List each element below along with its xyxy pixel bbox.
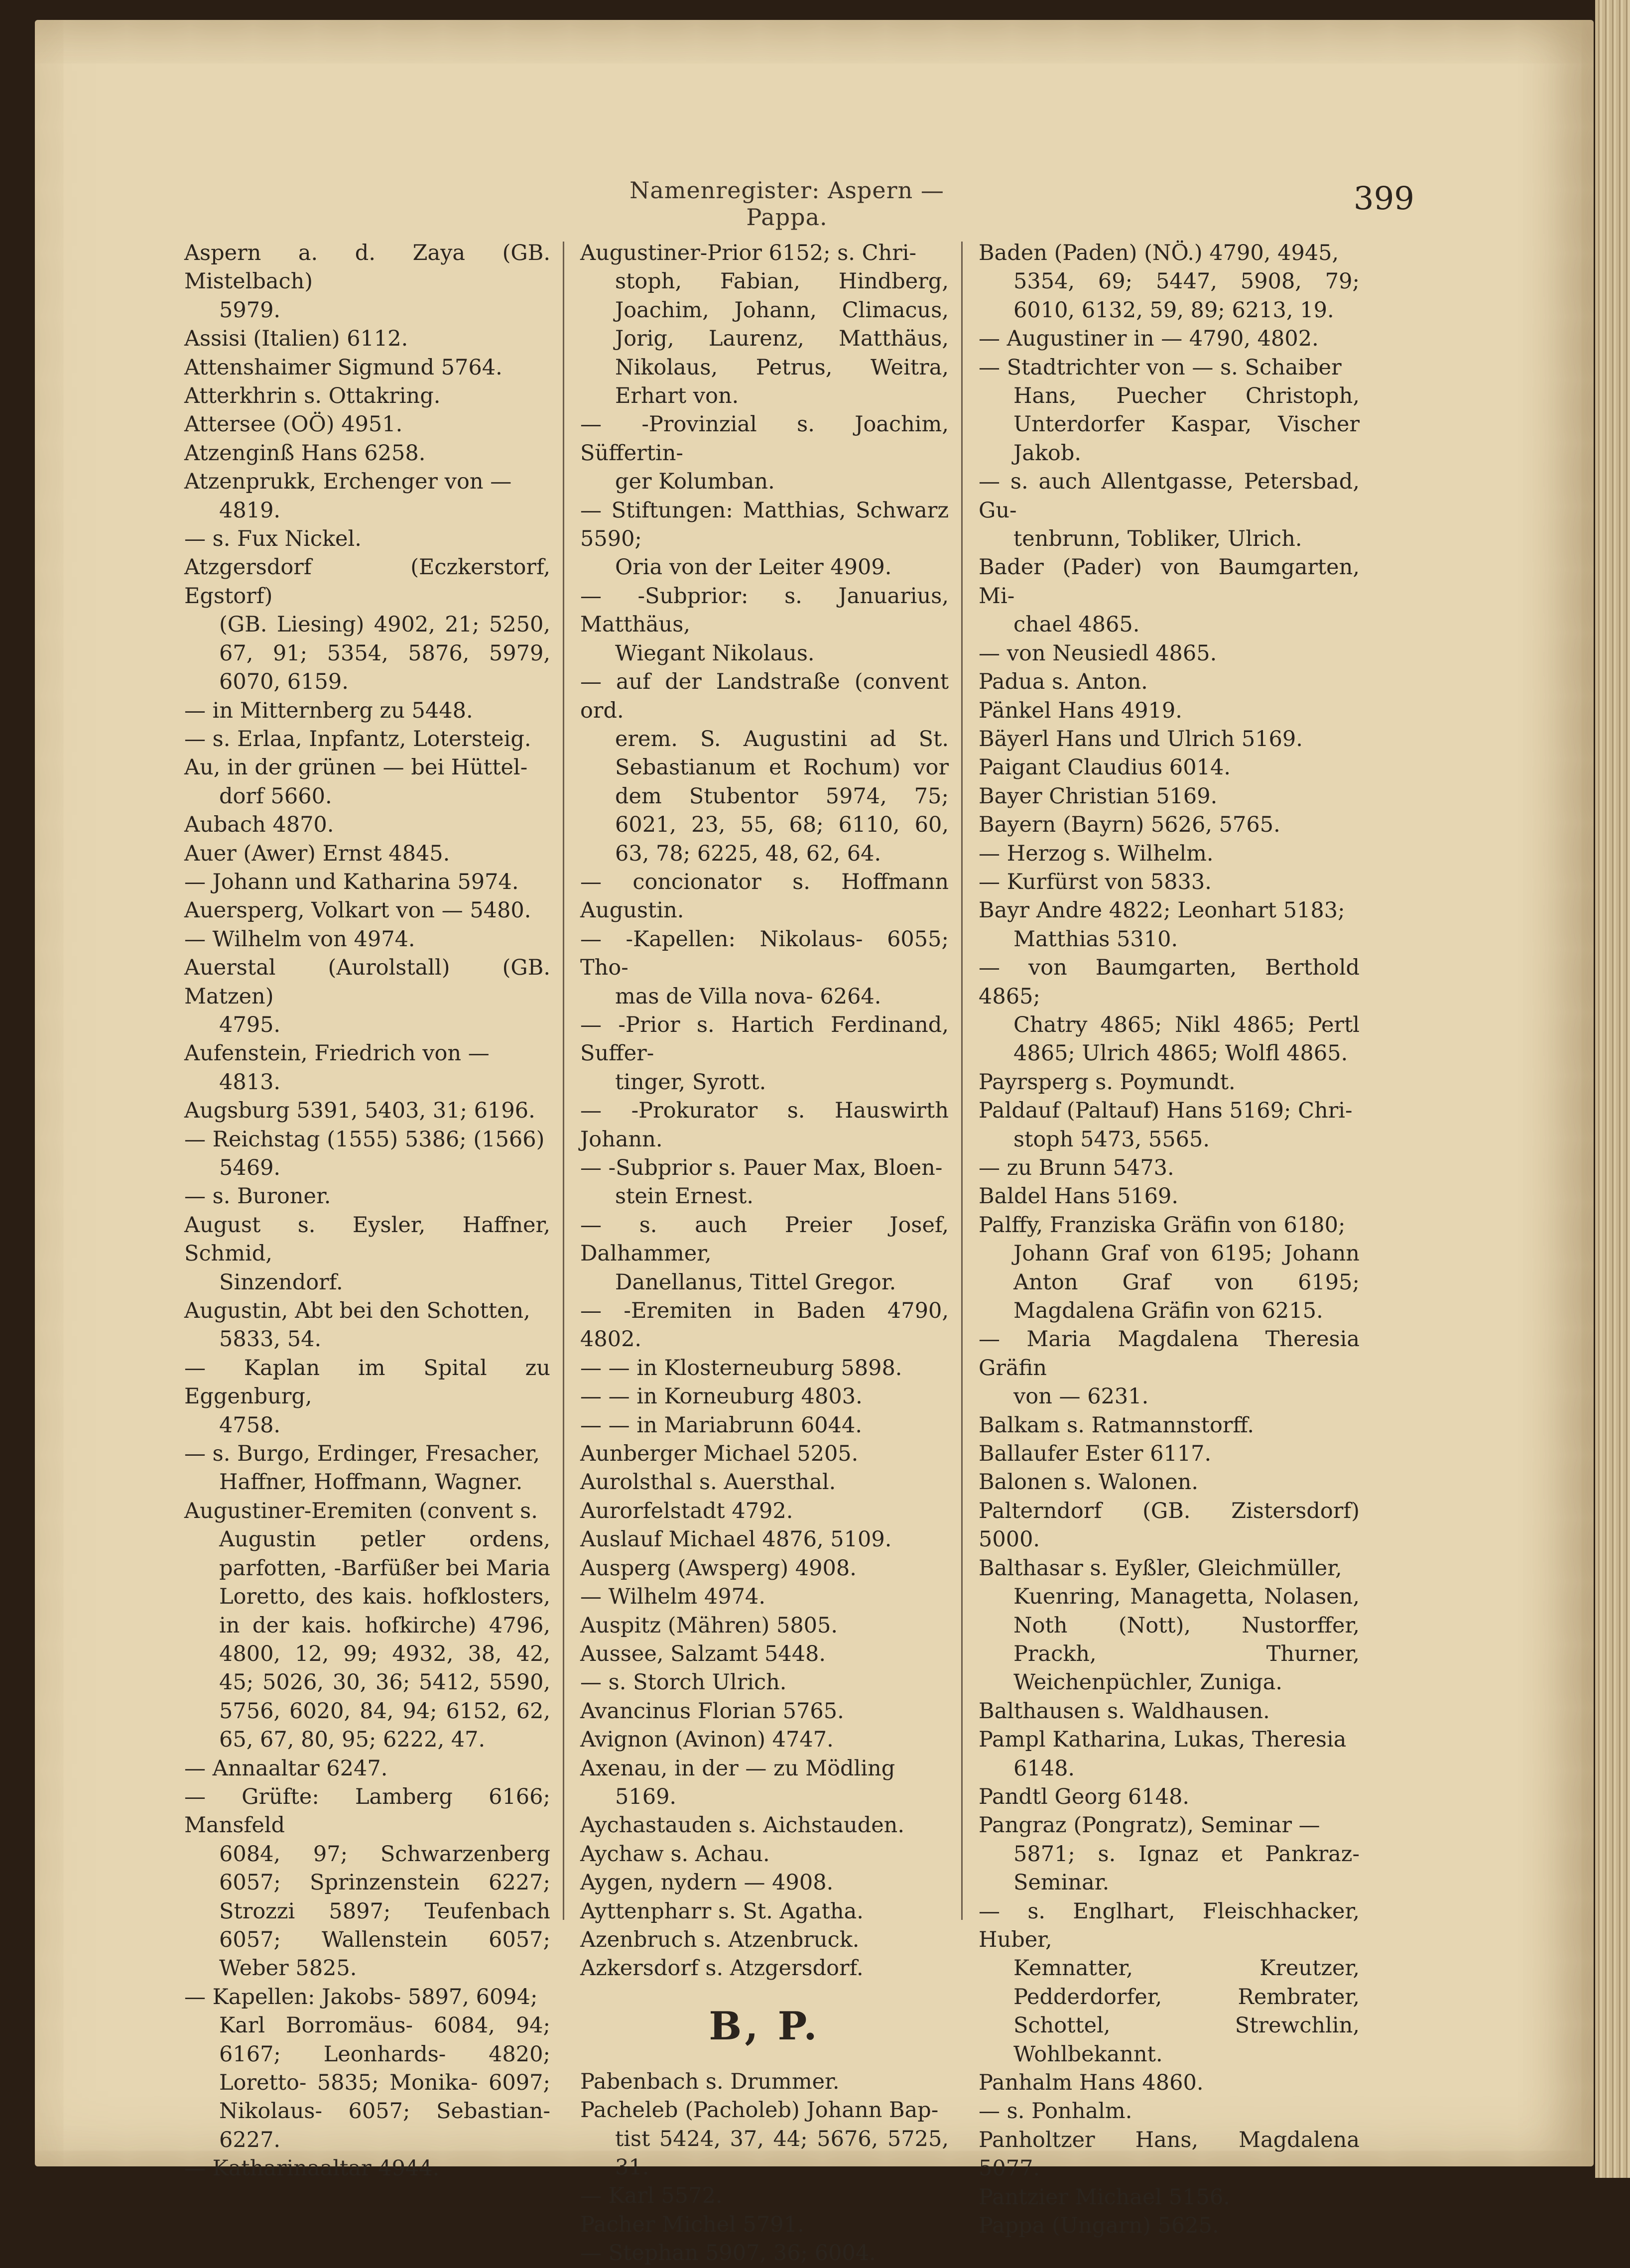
index-entry <box>979 954 1360 1068</box>
entry-text: — Stadtrichter von — s. Schaiber <box>979 355 1342 380</box>
entry-text: Azkersdorf s. Atzgersdorf. <box>580 1956 864 1981</box>
index-entry <box>580 1383 949 1411</box>
index-entry <box>979 697 1360 725</box>
entry-continuation: 5169. <box>615 1784 677 1809</box>
index-entry <box>979 811 1360 839</box>
index-entry <box>979 1897 1360 2069</box>
index-entry <box>184 1126 550 1183</box>
index-entry <box>184 382 550 410</box>
entry-text: — s. Fux Nickel. <box>184 526 362 552</box>
index-entry <box>979 1154 1360 1182</box>
entry-continuation: 4813. <box>219 1069 281 1095</box>
entry-continuation: (GB. Liesing) 4902, 21; 5250, 67, 91; 5354, 5876, 5979, 6070, 6159. <box>219 612 550 695</box>
entry-text: — Kapellen: Jakobs- 5897, 6094; <box>184 1984 538 2010</box>
column-rule <box>961 242 963 1920</box>
index-entry <box>580 1640 949 1668</box>
entry-text: — s. Storch Ulrich. <box>580 1670 787 1695</box>
index-entry <box>580 1726 949 1754</box>
section-heading: B, P. <box>709 2003 820 2049</box>
entry-text: Balkam s. Ratmannstorff. <box>979 1412 1254 1438</box>
index-entry <box>580 1211 949 1297</box>
index-entry <box>580 1525 949 1554</box>
index-entry <box>580 1668 949 1697</box>
index-entry <box>580 1154 949 1211</box>
index-entry <box>184 1211 550 1297</box>
index-entry <box>184 1497 550 1755</box>
index-entry <box>580 668 949 868</box>
index-entry <box>979 1411 1360 1440</box>
index-entry <box>184 1983 550 2154</box>
entry-continuation: dorf 5660. <box>219 783 332 809</box>
entry-text: Bayer Christian 5169. <box>979 783 1218 809</box>
entry-text: — in Mitternberg zu 5448. <box>184 698 473 723</box>
entry-continuation: 5979. <box>219 297 281 323</box>
index-entry <box>979 2126 1360 2183</box>
entry-continuation: Haffner, Hoffmann, Wagner. <box>219 1470 523 1495</box>
entry-continuation: tenbrunn, Tobliker, Ulrich. <box>1013 526 1302 552</box>
index-entry <box>979 1726 1360 1783</box>
entry-continuation: Johann Graf von 6195; Johann Anton Graf von 6195; Magdalena Gräfin von 6215. <box>1013 1241 1360 1324</box>
index-entry <box>580 497 949 582</box>
index-entry <box>184 468 550 525</box>
entry-continuation: 6084, 97; Schwarzenberg 6057; Sprinzenstein 6227; Strozzi 5897; Teufenbach 6057; Wallenstein 6057; Weber 5825. <box>219 1841 550 1981</box>
index-entry <box>580 1411 949 1440</box>
entry-text: — s. Englhart, Fleischhacker, Huber, <box>979 1898 1360 1952</box>
entry-text: Bayern (Bayrn) 5626, 5765. <box>979 812 1280 838</box>
entry-text: — — in Korneuburg 4803. <box>580 1384 863 1409</box>
entry-text: Aufenstein, Friedrich von — <box>184 1041 490 1066</box>
entry-text: Bader (Pader) von Baumgarten, Mi- <box>979 555 1360 609</box>
index-entry <box>979 868 1360 896</box>
entry-text: — — in Klosterneuburg 5898. <box>580 1355 902 1381</box>
index-entry <box>580 1554 949 1583</box>
entry-text: Pampl Katharina, Lukas, Theresia <box>979 1727 1347 1753</box>
index-entry <box>979 639 1360 668</box>
entry-text: — -Prokurator s. Hauswirth Johann. <box>580 1098 949 1152</box>
entry-text: Pantzier Michael 5156. <box>979 2184 1230 2210</box>
entry-text: Palterndorf (GB. Zistersdorf) 5000. <box>979 1498 1360 1552</box>
entry-text: — Kaplan im Spital zu Eggenburg, <box>184 1355 550 1409</box>
index-entry <box>580 1811 949 1840</box>
index-entry <box>979 239 1360 325</box>
entry-text: Pacheleb (Pacholeb) Johann Bap- <box>580 2098 939 2123</box>
index-entry <box>979 2183 1360 2212</box>
entry-text: — auf der Landstraße (convent ord. <box>580 669 949 723</box>
index-entry <box>580 1840 949 1869</box>
entry-text: Assisi (Italien) 6112. <box>184 326 408 352</box>
entry-continuation: von — 6231. <box>1013 1384 1149 1409</box>
entry-continuation: 5469. <box>219 1155 281 1180</box>
entry-text: — -Provinzial s. Joachim, Süffertin- <box>580 412 949 466</box>
entry-text: — Karl 5572. <box>580 2183 723 2209</box>
index-entry <box>580 410 949 496</box>
entry-text: Paldauf (Paltauf) Hans 5169; Chri- <box>979 1098 1353 1124</box>
entry-text: — -Subprior s. Pauer Max, Bloen- <box>580 1155 943 1180</box>
entry-text: Payrsperg s. Poymundt. <box>979 1069 1236 1095</box>
entry-text: Atzenginß Hans 6258. <box>184 440 426 466</box>
index-entry <box>979 1497 1360 1554</box>
index-entry <box>184 840 550 868</box>
index-entry <box>184 2154 550 2183</box>
entry-text: Aygen, nydern — 4908. <box>580 1870 834 1895</box>
index-entry <box>979 1468 1360 1497</box>
entry-text: — s. auch Preier Josef, Dalhammer, <box>580 1212 949 1266</box>
entry-text: Aurorfelstadt 4792. <box>580 1498 793 1523</box>
entry-text: Augustiner-Eremiten (convent s. <box>184 1498 538 1523</box>
entry-text: Augustin, Abt bei den Schotten, <box>184 1298 530 1324</box>
entry-text: — s. Burgo, Erdinger, Fresacher, <box>184 1441 540 1467</box>
entry-continuation: Danellanus, Tittel Gregor. <box>615 1269 896 1295</box>
entry-text: Aubach 4870. <box>184 812 334 838</box>
entry-text: — s. Buroner. <box>184 1184 331 1209</box>
index-entry <box>979 1097 1360 1154</box>
entry-text: Avancinus Florian 5765. <box>580 1698 844 1724</box>
entry-text: — s. Ponhalm. <box>979 2099 1132 2124</box>
entry-continuation: 5833, 54. <box>219 1327 322 1352</box>
entry-continuation: Kuenring, Managetta, Nolasen, Noth (Nott), Nustorffer, Prackh, Thurner, Weichenpüchler, Zuniga. <box>1013 1584 1360 1695</box>
index-entry <box>979 1697 1360 1726</box>
entry-text: Avignon (Avinon) 4747. <box>580 1727 834 1753</box>
entry-continuation: ger Kolumban. <box>615 469 775 495</box>
index-entry <box>580 582 949 668</box>
entry-text: — Katharinaaltar 4944. <box>184 2156 440 2181</box>
index-entry <box>580 1897 949 1926</box>
index-entry <box>580 1097 949 1154</box>
entry-text: Aurolsthal s. Auersthal. <box>580 1470 836 1495</box>
index-entry <box>580 2211 949 2239</box>
entry-text: — Kurfürst von 5833. <box>979 869 1212 894</box>
index-entry <box>184 725 550 754</box>
entry-text: — -Eremiten in Baden 4790, 4802. <box>580 1298 949 1352</box>
entry-continuation: erem. S. Augustini ad St. Sebastianum et Rochum) vor dem Stubentor 5974, 75; 6021, 23, 55, 68; 6110, 60, 63, 78; 6225, 48, 62, 64. <box>615 726 949 866</box>
entry-text: Pangraz (Pongratz), Seminar — <box>979 1813 1320 1838</box>
entry-text: — Augustiner in — 4790, 4802. <box>979 326 1319 352</box>
index-column-3 <box>979 239 1360 2240</box>
entry-text: Auspitz (Mähren) 5805. <box>580 1613 838 1638</box>
entry-text: Palffy, Franziska Gräfin von 6180; <box>979 1212 1346 1238</box>
entry-text: Atterkhrin s. Ottakring. <box>184 383 441 409</box>
entry-continuation: stein Ernest. <box>615 1184 754 1209</box>
entry-text: Paigant Claudius 6014. <box>979 755 1231 780</box>
entry-text: Au, in der grünen — bei Hüttel- <box>184 755 528 780</box>
index-entry <box>580 239 949 410</box>
index-entry <box>580 1468 949 1497</box>
entry-text: Pappa (Ungarn) 5625. <box>979 2213 1219 2239</box>
index-entry <box>580 1697 949 1726</box>
entry-continuation: 4819. <box>219 498 281 523</box>
entry-text: — concionator s. Hoffmann Augustin. <box>580 869 949 923</box>
entry-text: — Wilhelm 4974. <box>580 1584 766 1610</box>
index-entry <box>979 468 1360 553</box>
entry-continuation: 6148. <box>1013 1756 1075 1781</box>
index-entry <box>580 868 949 925</box>
index-entry <box>184 525 550 553</box>
entry-text: — Reichstag (1555) 5386; (1566) <box>184 1127 545 1152</box>
index-entry <box>979 2212 1360 2240</box>
index-entry <box>184 754 550 811</box>
index-entry <box>580 1297 949 1354</box>
entry-text: — zu Brunn 5473. <box>979 1155 1174 1180</box>
entry-continuation: 5871; s. Ignaz et Pankraz-Seminar. <box>1013 1841 1360 1895</box>
entry-text: August s. Eysler, Haffner, Schmid, <box>184 1212 550 1266</box>
index-entry <box>979 2097 1360 2126</box>
entry-continuation: mas de Villa nova- 6264. <box>615 984 881 1009</box>
entry-text: — von Baumgarten, Berthold 4865; <box>979 955 1360 1009</box>
entry-continuation: 5354, 69; 5447, 5908, 79; 6010, 6132, 59, 89; 6213, 19. <box>1013 269 1360 323</box>
index-entry <box>979 1325 1360 1411</box>
index-entry <box>184 697 550 725</box>
entry-text: — Wilhelm von 4974. <box>184 926 415 952</box>
entry-continuation: Hans, Puecher Christoph, Unterdorfer Kaspar, Vischer Jakob. <box>1013 383 1360 466</box>
entry-text: Axenau, in der — zu Mödling <box>580 1756 895 1781</box>
index-entry <box>580 2068 949 2096</box>
index-entry <box>979 1211 1360 1326</box>
entry-continuation: Wiegant Nikolaus. <box>615 640 815 666</box>
entry-text: Pandtl Georg 6148. <box>979 1784 1190 1809</box>
entry-text: Aunberger Michael 5205. <box>580 1441 859 1467</box>
entry-continuation: tist 5424, 37, 44; 5676, 5725, 31. <box>615 2126 949 2180</box>
index-entry <box>184 1783 550 1983</box>
running-header: Namenregister: Aspern — Pappa. <box>629 177 944 231</box>
entry-text: Ausperg (Awsperg) 4908. <box>580 1555 857 1581</box>
entry-text: Pabenbach s. Drummer. <box>580 2069 840 2094</box>
entry-text: Panholtzer Hans, Magdalena 5077. <box>979 2127 1360 2181</box>
entry-text: — -Kapellen: Nikolaus- 6055; Tho- <box>580 926 949 981</box>
entry-continuation: 4795. <box>219 1012 281 1037</box>
entry-text: Balthausen s. Waldhausen. <box>979 1698 1270 1724</box>
entry-text: Attersee (OÖ) 4951. <box>184 412 403 437</box>
index-entry <box>979 1068 1360 1097</box>
index-entry <box>979 754 1360 782</box>
index-entry <box>184 410 550 439</box>
entry-continuation: 4758. <box>219 1412 281 1438</box>
index-entry <box>184 811 550 839</box>
entry-text: Balonen s. Walonen. <box>979 1470 1199 1495</box>
index-entry <box>184 954 550 1039</box>
index-entry <box>184 239 550 325</box>
entry-text: — s. auch Allentgasse, Petersbad, Gu- <box>979 469 1360 523</box>
index-entry <box>580 1926 949 1954</box>
index-entry <box>184 896 550 925</box>
entry-text: — Stephan 5907, 36; 6004. <box>580 2241 876 2266</box>
index-entry <box>184 1097 550 1125</box>
entry-text: Baldel Hans 5169. <box>979 1184 1179 1209</box>
entry-continuation: chael 4865. <box>1013 612 1140 637</box>
entry-text: — Annaaltar 6247. <box>184 1756 388 1781</box>
index-entry <box>580 1583 949 1611</box>
entry-text: — -Subprior: s. Januarius, Matthäus, <box>580 583 949 637</box>
index-entry <box>979 325 1360 353</box>
entry-text: Aussee, Salzamt 5448. <box>580 1641 826 1666</box>
entry-text: Bayr Andre 4822; Leonhart 5183; <box>979 898 1345 923</box>
index-entry <box>580 2239 949 2268</box>
page-edge <box>1595 0 1630 2178</box>
entry-continuation: Oria von der Leiter 4909. <box>615 555 892 580</box>
entry-text: — Johann und Katharina 5974. <box>184 869 519 894</box>
index-entry <box>184 1182 550 1211</box>
entry-text: Padua s. Anton. <box>979 669 1148 695</box>
index-entry <box>580 2096 949 2182</box>
entry-text: — Maria Magdalena Theresia Gräfin <box>979 1327 1360 1381</box>
entry-text: Attenshaimer Sigmund 5764. <box>184 355 502 380</box>
entry-text: Azenbruch s. Atzenbruck. <box>580 1927 860 1952</box>
index-entry <box>184 439 550 468</box>
column-rule <box>563 242 564 1920</box>
index-entry <box>979 1783 1360 1811</box>
entry-text: Auer (Awer) Ernst 4845. <box>184 841 450 866</box>
entry-continuation: Karl Borromäus- 6084, 94; 6167; Leonhards- 4820; Loretto- 5835; Monika- 6097; Nikolaus- 6057; Sebastian- 6227. <box>219 2013 550 2152</box>
entry-text: Aychastauden s. Aichstauden. <box>580 1813 905 1838</box>
entry-text: Augustiner-Prior 6152; s. Chri- <box>580 241 917 265</box>
entry-continuation: Augustin petler ordens, parfotten, -Barfüßer bei Maria Loretto, des kais. hofklosters, in der kais. hofkirche) 4796, 4800, 12, 99; 4932, 38, 42, 45; 5026, 30, 36; 5412, 5590, 5756, 6020, 84, 94; 6152, 62, 65, 67, 80, 95; 6222, 47. <box>219 1527 550 1753</box>
index-entry <box>184 325 550 353</box>
index-entry <box>979 354 1360 468</box>
index-entry <box>979 2069 1360 2097</box>
index-entry <box>580 1354 949 1383</box>
index-entry <box>580 1954 949 1983</box>
entry-text: Pacher Michel 5791. <box>580 2212 804 2237</box>
index-entry <box>184 925 550 954</box>
index-entry <box>184 1039 550 1097</box>
page-number: 399 <box>1353 180 1414 217</box>
entry-text: Atzgersdorf (Eczkerstorf, Egstorf) <box>184 555 550 609</box>
index-entry <box>979 782 1360 811</box>
index-entry <box>979 1554 1360 1697</box>
index-column-1 <box>184 239 550 2183</box>
entry-continuation: stoph, Fabian, Hindberg, Joachim, Johann, Climacus, Jorig, Laurenz, Matthäus, Nikolaus, Petrus, Weitra, Erhart von. <box>615 269 949 409</box>
index-entry <box>184 868 550 896</box>
entry-text: Auersperg, Volkart von — 5480. <box>184 898 531 923</box>
entry-text: Augsburg 5391, 5403, 31; 6196. <box>184 1098 535 1124</box>
entry-continuation: Kemnatter, Kreutzer, Pedderdorfer, Rembrater, Schottel, Strewchlin, Wohlbekannt. <box>1013 1956 1360 2067</box>
entry-text: Atzenprukk, Erchenger von — <box>184 469 512 495</box>
entry-text: Ayttenpharr s. St. Agatha. <box>580 1898 864 1924</box>
index-entry <box>979 553 1360 639</box>
index-entry <box>979 725 1360 754</box>
entry-text: — Grüfte: Lamberg 6166; Mansfeld <box>184 1784 550 1838</box>
entry-text: — Herzog s. Wilhelm. <box>979 841 1214 866</box>
entry-text: Auerstal (Aurolstall) (GB. Matzen) <box>184 955 550 1009</box>
entry-text: Auslauf Michael 4876, 5109. <box>580 1527 892 1552</box>
index-entry <box>979 1811 1360 1897</box>
index-entry <box>979 1440 1360 1468</box>
index-entry <box>580 1755 949 1812</box>
index-entry <box>580 925 949 1011</box>
entry-continuation: Matthias 5310. <box>1013 926 1178 952</box>
entry-text: — von Neusiedl 4865. <box>979 640 1217 666</box>
index-entry <box>979 1182 1360 1211</box>
entry-text: Baden (Paden) (NÖ.) 4790, 4945, <box>979 241 1339 265</box>
entry-text: Ballaufer Ester 6117. <box>979 1441 1212 1467</box>
index-entry <box>979 668 1360 696</box>
index-entry <box>184 354 550 382</box>
index-entry <box>184 1440 550 1497</box>
entry-text: Panhalm Hans 4860. <box>979 2070 1204 2095</box>
entry-text: Aspern a. d. Zaya (GB. Mistelbach) <box>184 241 550 294</box>
entry-continuation: tinger, Syrott. <box>615 1069 766 1095</box>
index-column-2 <box>580 239 949 2268</box>
index-entry <box>580 1612 949 1640</box>
entry-continuation: stoph 5473, 5565. <box>1013 1127 1210 1152</box>
entry-continuation: Chatry 4865; Nikl 4865; Pertl 4865; Ulrich 4865; Wolfl 4865. <box>1013 1012 1360 1066</box>
entry-text: Bäyerl Hans und Ulrich 5169. <box>979 726 1303 752</box>
entry-text: Balthasar s. Eyßler, Gleichmüller, <box>979 1555 1342 1581</box>
entry-text: — — in Mariabrunn 6044. <box>580 1412 862 1438</box>
entry-text: — s. Erlaa, Inpfantz, Lotersteig. <box>184 726 531 752</box>
index-entry <box>580 2182 949 2210</box>
index-entry <box>184 1755 550 1783</box>
index-entry <box>979 896 1360 954</box>
index-entry <box>184 1354 550 1440</box>
entry-text: Aychaw s. Achau. <box>580 1841 770 1867</box>
index-entry <box>184 553 550 696</box>
entry-text: Pänkel Hans 4919. <box>979 698 1182 723</box>
index-entry <box>979 840 1360 868</box>
index-entry <box>580 1440 949 1468</box>
index-entry <box>184 1297 550 1354</box>
entry-text: — Stiftungen: Matthias, Schwarz 5590; <box>580 498 949 552</box>
index-entry <box>580 1497 949 1525</box>
entry-text: — -Prior s. Hartich Ferdinand, Suffer- <box>580 1012 949 1066</box>
index-entry <box>580 1011 949 1097</box>
entry-continuation: Sinzendorf. <box>219 1269 343 1295</box>
index-entry <box>580 1869 949 1897</box>
